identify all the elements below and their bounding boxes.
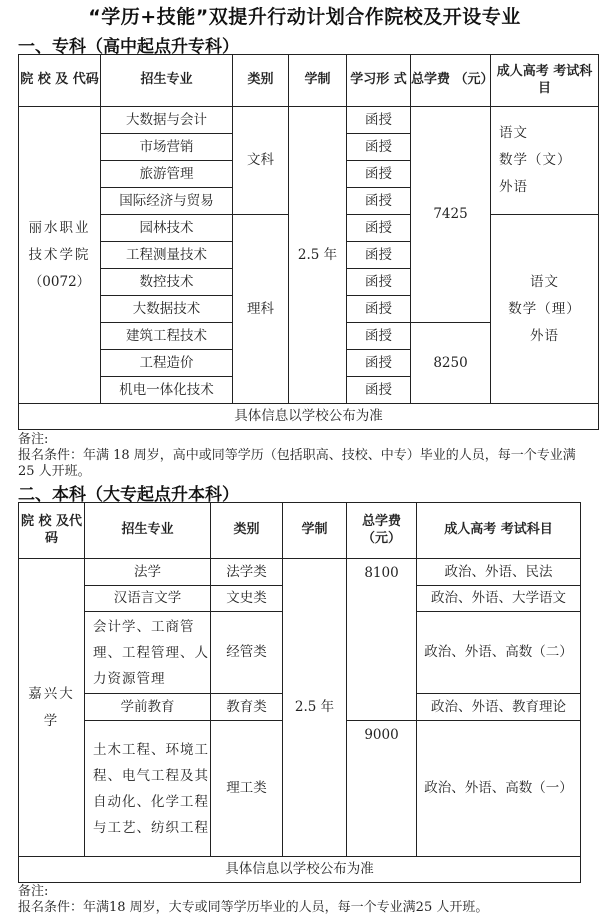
category-cell: 理工类 — [211, 721, 283, 857]
exam-line: 数学（理） — [508, 300, 581, 317]
major-cell: 法学 — [85, 559, 211, 586]
mode-cell: 函授 — [347, 269, 411, 296]
major-cell: 土木工程、环境工程、电气工程及其自动化、化学工程与工艺、纺织工程 — [85, 721, 211, 857]
school-name-line: 嘉兴大 — [28, 685, 75, 702]
major-cell: 大数据技术 — [101, 296, 233, 323]
category-li: 理科 — [233, 215, 289, 404]
fee-9000: 9000 — [347, 721, 417, 857]
note-label: 备注: — [18, 884, 49, 899]
table-footer: 具体信息以学校公布为准 — [19, 404, 599, 430]
school-name-line: 学 — [43, 712, 60, 729]
section2-notes — [18, 884, 588, 916]
mode-cell: 函授 — [347, 296, 411, 323]
header-fee: 总学费 （元） — [347, 503, 417, 559]
major-cell: 建筑工程技术 — [101, 323, 233, 350]
exam-wen — [491, 107, 599, 215]
exam-line: 语文 — [499, 125, 528, 141]
header-category: 类别 — [211, 503, 283, 559]
header-major: 招生专业 — [101, 55, 233, 107]
header-major: 招生专业 — [85, 503, 211, 559]
header-school: 院 校 及代码 — [19, 503, 85, 559]
category-cell: 教育类 — [211, 694, 283, 721]
major-cell: 工程造价 — [101, 350, 233, 377]
mode-cell: 函授 — [347, 134, 411, 161]
major-cell: 国际经济与贸易 — [101, 188, 233, 215]
duration-cell: 2.5 年 — [289, 107, 347, 404]
major-cell: 园林技术 — [101, 215, 233, 242]
header-category: 类别 — [233, 55, 289, 107]
mode-cell: 函授 — [347, 107, 411, 134]
mode-cell: 函授 — [347, 377, 411, 404]
section1-heading: 一、专科（高中起点升专科） — [18, 37, 239, 57]
major-cell: 学前教育 — [85, 694, 211, 721]
major-cell: 市场营销 — [101, 134, 233, 161]
fee-8100: 8100 — [347, 559, 417, 721]
major-cell: 机电一体化技术 — [101, 377, 233, 404]
school-cell — [19, 107, 101, 404]
header-exam: 成人高考 考试科目 — [417, 503, 581, 559]
major-cell: 工程测量技术 — [101, 242, 233, 269]
exam-cell: 政治、外语、教育理论 — [417, 694, 581, 721]
exam-line: 外语 — [499, 179, 528, 195]
school-name-line: 技术学院 — [28, 246, 91, 263]
major-cell: 汉语言文学 — [85, 586, 211, 612]
mode-cell: 函授 — [347, 323, 411, 350]
header-duration: 学制 — [289, 55, 347, 107]
mode-cell: 函授 — [347, 350, 411, 377]
category-cell: 文史类 — [211, 586, 283, 612]
major-cell: 会计学、工商管理、工程管理、人力资源管理 — [85, 612, 211, 694]
zhuanke-table — [18, 54, 599, 430]
header-mode: 学习形 式 — [347, 55, 411, 107]
header-duration: 学制 — [283, 503, 347, 559]
note-text: 报名条件：年满 18 周岁，高中或同等学历（包括职高、技校、中专）毕业的人员，每一个专业满 25 人开班。 — [18, 448, 576, 479]
fee-8250: 8250 — [411, 323, 491, 404]
major-cell: 旅游管理 — [101, 161, 233, 188]
benke-table — [18, 502, 581, 883]
school-name-line: 丽水职业 — [28, 219, 91, 236]
document-title: “学历+技能”双提升行动计划合作院校及开设专业 — [88, 6, 521, 28]
category-wen: 文科 — [233, 107, 289, 215]
category-cell: 经管类 — [211, 612, 283, 694]
exam-line: 外语 — [530, 327, 559, 344]
exam-cell: 政治、外语、高数（二） — [417, 612, 581, 694]
mode-cell: 函授 — [347, 215, 411, 242]
school-cell — [19, 559, 85, 857]
mode-cell: 函授 — [347, 188, 411, 215]
major-cell: 大数据与会计 — [101, 107, 233, 134]
category-cell: 法学类 — [211, 559, 283, 586]
fee-7425: 7425 — [411, 107, 491, 323]
section2-heading: 二、本科（大专起点升本科） — [18, 485, 239, 505]
note-label: 备注: — [18, 432, 49, 447]
header-exam: 成人高考 考试科目 — [491, 55, 599, 107]
note-text: 报名条件：年满18 周岁，大专或同等学历毕业的人员，每一个专业满25 人开班。 — [18, 900, 489, 915]
exam-line: 数学（文） — [499, 152, 572, 168]
exam-li — [491, 215, 599, 404]
header-fee: 总学费 （元） — [411, 55, 491, 107]
section1-notes — [18, 432, 578, 480]
header-school: 院 校 及 代码 — [19, 55, 101, 107]
table-footer: 具体信息以学校公布为准 — [19, 857, 581, 883]
mode-cell: 函授 — [347, 242, 411, 269]
major-cell: 数控技术 — [101, 269, 233, 296]
exam-cell: 政治、外语、高数（一） — [417, 721, 581, 857]
exam-line: 语文 — [530, 273, 559, 290]
mode-cell: 函授 — [347, 161, 411, 188]
exam-cell: 政治、外语、大学语文 — [417, 586, 581, 612]
exam-cell: 政治、外语、民法 — [417, 559, 581, 586]
duration-cell: 2.5 年 — [283, 559, 347, 857]
school-code: （0072） — [28, 273, 91, 290]
